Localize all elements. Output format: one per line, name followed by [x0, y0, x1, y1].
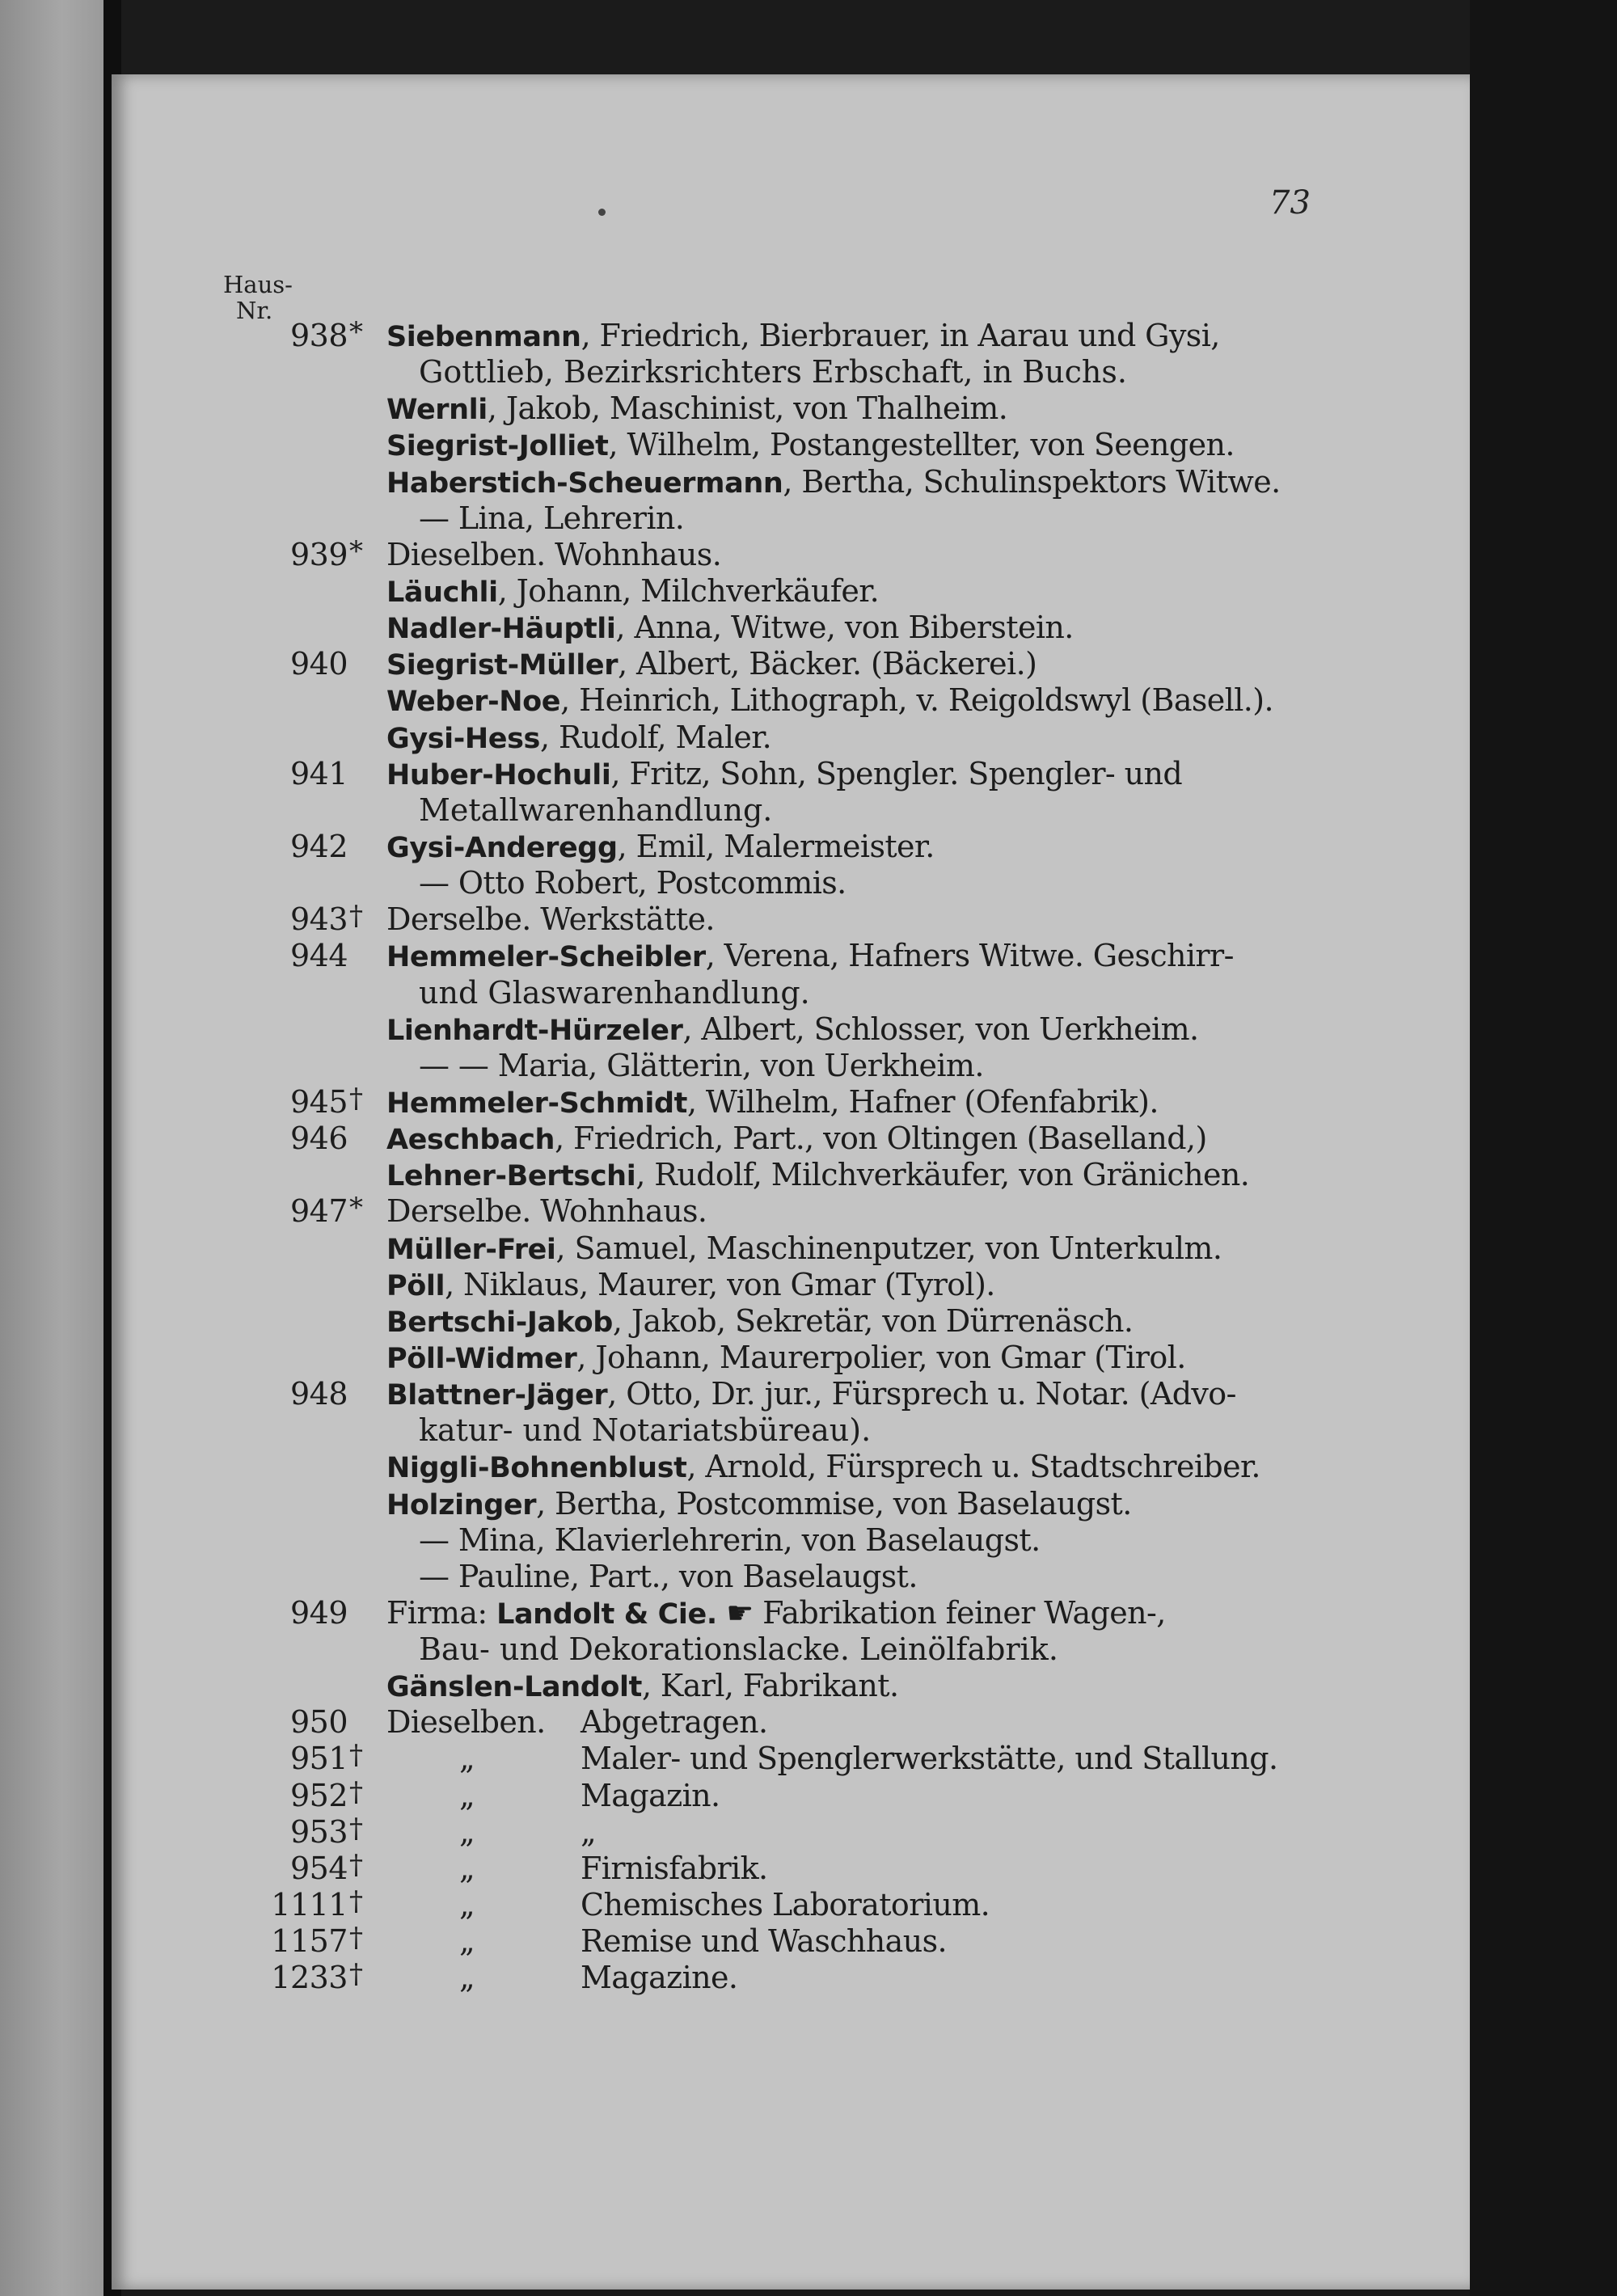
building-description: Firnisfabrik. [581, 1850, 768, 1886]
entry-text [419, 1522, 1041, 1558]
entry-mark: † [349, 1812, 363, 1845]
resident-name: Lienhardt-Hürzeler [386, 1014, 683, 1047]
ditto-mark: „ [459, 1887, 475, 1923]
entry-mark: † [349, 900, 363, 933]
ditto-mark: „ [459, 1741, 475, 1777]
entry-line [0, 1522, 1617, 1559]
entry-line [0, 1121, 1617, 1157]
entry-text [386, 1157, 1249, 1192]
resident-name: Blattner-Jäger [386, 1379, 608, 1412]
entry-text [386, 390, 1007, 426]
entry-continuation: Metallwarenhandlung. [419, 791, 773, 828]
entry-line [0, 1412, 1617, 1449]
entry-line [0, 865, 1617, 901]
entry-description: , Wilhelm, Hafner (Ofenfabrik). [686, 1083, 1159, 1120]
entry-line [0, 500, 1617, 537]
entry-line [0, 354, 1617, 390]
entry-description: , Johann, Milchverkäufer. [497, 572, 880, 609]
entry-mark: * [349, 316, 363, 348]
resident-name: Lehner-Bertschi [386, 1160, 636, 1193]
entry-mark: * [349, 1192, 363, 1225]
entry-text [386, 537, 721, 572]
entry-description: Derselbe. Wohnhaus. [386, 1193, 707, 1230]
entry-description: , Anna, Witwe, von Biberstein. [615, 610, 1074, 646]
entry-line [0, 534, 1617, 573]
entry-text [386, 1486, 1132, 1522]
entry-description: , Wilhelm, Postangestellter, von Seengen. [608, 427, 1235, 463]
resident-name: Landolt & Cie. [496, 1597, 717, 1631]
entry-text [386, 1449, 1260, 1484]
building-description: „ [581, 1813, 597, 1850]
entry-text [419, 1048, 984, 1083]
entry-description: Dieselben. Wohnhaus. [386, 536, 722, 572]
entry-mark: † [349, 1885, 363, 1918]
building-description: Chemisches Laboratorium. [581, 1887, 990, 1923]
house-number: 939 [289, 536, 348, 572]
house-number: 954 [289, 1850, 348, 1886]
resident-name: Müller-Frei [386, 1233, 556, 1266]
page-number: 73 [1269, 184, 1311, 222]
entry-description: , Karl, Fabrikant. [641, 1668, 899, 1704]
entry-line [0, 1048, 1617, 1084]
entry-description: , Jakob, Maschinist, von Thalheim. [487, 390, 1008, 427]
entry-text [386, 1340, 1186, 1375]
entry-text [386, 646, 1036, 682]
entry-text [386, 938, 1234, 973]
entry-continuation: Gottlieb, Bezirksrichters Erbschaft, in Buchs. [419, 354, 1127, 390]
entry-line [0, 1486, 1617, 1522]
entry-description: , Fritz, Sohn, Spengler. Spengler- und [610, 755, 1183, 791]
entry-line [0, 1704, 1617, 1741]
house-number: 946 [289, 1121, 348, 1157]
entry-line [0, 427, 1617, 463]
ditto-mark: „ [459, 1777, 475, 1813]
entry-description: — Mina, Klavierlehrerin, von Baselaugst. [419, 1522, 1041, 1558]
entry-text [386, 756, 1182, 791]
entry-line [0, 1011, 1617, 1048]
entry-line [0, 1814, 1617, 1851]
resident-name: Weber-Noe [386, 686, 561, 719]
resident-name: Wernli [386, 394, 488, 427]
entry-line [0, 1595, 1617, 1631]
entry-line [0, 975, 1617, 1011]
house-number: 950 [289, 1704, 348, 1741]
entry-description: — — Maria, Glätterin, von Uerkheim. [419, 1047, 984, 1083]
entry-text [386, 1193, 707, 1229]
entry-text [386, 1595, 1166, 1631]
entry-text [386, 610, 1074, 645]
entry-description: , Jakob, Sekretär, von Dürrenäsch. [612, 1302, 1134, 1339]
resident-name: Siebenmann [386, 321, 581, 353]
house-number: 944 [289, 938, 348, 974]
entry-description: Derselbe. Werkstätte. [386, 901, 715, 938]
entry-text [419, 500, 684, 536]
entry-line [0, 318, 1617, 354]
entry-line [0, 1775, 1617, 1814]
entry-line [0, 1887, 1617, 1923]
entry-continuation: und Glaswarenhandlung. [419, 974, 810, 1011]
entry-text [386, 1267, 995, 1302]
entry-text [386, 1376, 1236, 1412]
entry-text [386, 464, 1281, 500]
entry-line [0, 1376, 1617, 1412]
entry-mark: † [349, 1848, 363, 1881]
entry-line [0, 1923, 1617, 1960]
entry-line [0, 1848, 1617, 1887]
entry-description: — Pauline, Part., von Baselaugst. [419, 1558, 918, 1594]
entry-description: , Verena, Hafners Witwe. Geschirr- [705, 938, 1234, 974]
entry-description: , Otto, Dr. jur., Fürsprech u. Notar. (Advo- [607, 1376, 1236, 1412]
entry-line [0, 464, 1617, 500]
entry-line [0, 1303, 1617, 1340]
house-number: 942 [289, 828, 348, 864]
entry-text [386, 573, 879, 609]
house-number: 952 [289, 1777, 348, 1813]
entry-line [0, 682, 1617, 719]
resident-name: Holzinger [386, 1488, 537, 1522]
house-number: 947 [289, 1193, 348, 1230]
building-description: Magazin. [581, 1777, 720, 1813]
entry-line [0, 610, 1617, 646]
entry-line [0, 1193, 1617, 1230]
entry-mark: † [349, 1775, 363, 1809]
entry-text [386, 1011, 1199, 1047]
entry-text [386, 720, 771, 755]
entry-line [0, 1631, 1617, 1668]
resident-name: Niggli-Bohnenblust [386, 1452, 687, 1485]
entry-text [386, 1230, 1222, 1266]
house-number: 1233 [271, 1960, 348, 1996]
entry-text [386, 682, 1273, 718]
entry-line [0, 938, 1617, 974]
entry-description: ☛ Fabrikation feiner Wagen-, [716, 1594, 1166, 1631]
entry-line [0, 1559, 1617, 1595]
resident-name: Gysi-Anderegg [386, 831, 618, 864]
ink-speck [598, 209, 606, 216]
resident-name: Gänslen-Landolt [386, 1671, 642, 1704]
house-number: 1111 [271, 1887, 348, 1923]
entry-description: , Albert, Schlosser, von Uerkheim. [682, 1011, 1199, 1047]
house-number: 951 [289, 1741, 348, 1777]
resident-name: Bertschi-Jakob [386, 1306, 613, 1339]
building-description: Maler- und Spenglerwerkstätte, und Stallung. [581, 1741, 1278, 1777]
entry-line [0, 1741, 1617, 1777]
entry-text [386, 1121, 1207, 1156]
resident-name: Haberstich-Scheuermann [386, 466, 783, 500]
resident-name: Pöll-Widmer [386, 1342, 577, 1375]
entry-line [0, 756, 1617, 792]
entry-mark: † [349, 1922, 363, 1955]
entry-description: , Bertha, Schulinspektors Witwe. [783, 463, 1281, 500]
house-number: 953 [289, 1813, 348, 1850]
resident-name: Läuchli [386, 576, 498, 609]
house-number: 941 [289, 755, 348, 791]
resident-name: Pöll [386, 1269, 445, 1302]
entry-description: , Niklaus, Maurer, von Gmar (Tyrol). [445, 1266, 995, 1302]
entry-description: , Albert, Bäcker. (Bäckerei.) [618, 646, 1037, 682]
directory-entries [0, 318, 1617, 1996]
entry-text [419, 1559, 918, 1594]
entry-line [0, 1668, 1617, 1704]
entry-description: , Johann, Maurerpolier, von Gmar (Tirol. [576, 1339, 1186, 1375]
entry-mark: * [349, 534, 363, 568]
house-number: 948 [289, 1376, 348, 1412]
building-description: Abgetragen. [581, 1704, 768, 1741]
entry-text [419, 865, 846, 901]
entry-line [0, 1267, 1617, 1303]
entry-text [386, 1303, 1133, 1339]
entry-mark: † [349, 1958, 363, 1991]
resident-name: Siegrist-Müller [386, 649, 619, 682]
column-heading-line-2: Nr. [236, 297, 273, 324]
entry-line [0, 1960, 1617, 1996]
entry-description: — Lina, Lehrerin. [419, 500, 685, 536]
entry-mark: † [349, 1739, 363, 1772]
entry-line [0, 1084, 1617, 1121]
resident-name: Nadler-Häuptli [386, 613, 616, 646]
entry-continuation: katur- und Notariatsbüreau). [419, 1412, 872, 1449]
entry-line [0, 390, 1617, 427]
entry-description: , Friedrich, Part., von Oltingen (Baselland,) [555, 1121, 1207, 1157]
entry-prefix: Firma: [386, 1594, 497, 1631]
entry-line [0, 1230, 1617, 1267]
ditto-mark: „ [459, 1813, 475, 1850]
entry-description: , Heinrich, Lithograph, v. Reigoldswyl (Basell.). [560, 682, 1273, 719]
column-heading-line-1: Haus- [223, 271, 293, 298]
entry-line [0, 792, 1617, 829]
entry-line [0, 1340, 1617, 1376]
house-number: 1157 [271, 1923, 348, 1960]
entry-description: , Samuel, Maschinenputzer, von Unterkulm. [555, 1230, 1222, 1266]
resident-name: Aeschbach [386, 1124, 555, 1157]
entry-description: , Rudolf, Milchverkäufer, von Gränichen. [635, 1157, 1250, 1193]
house-number: 949 [289, 1594, 348, 1631]
entry-description: , Friedrich, Bierbrauer, in Aarau und Gysi, [581, 318, 1220, 353]
house-number: 945 [289, 1083, 348, 1120]
entry-text [386, 1084, 1159, 1120]
entry-line [0, 1449, 1617, 1485]
entry-text [386, 901, 715, 937]
resident-name: Siegrist-Jolliet [386, 430, 609, 463]
entry-description: — Otto Robert, Postcommis. [419, 865, 846, 901]
house-number: 943 [289, 901, 348, 938]
entry-text [386, 1668, 898, 1703]
entry-text [386, 829, 935, 864]
building-description: Remise und Waschhaus. [581, 1923, 947, 1960]
resident-name: Huber-Hochuli [386, 758, 611, 791]
ditto-mark: „ [459, 1923, 475, 1960]
entry-line [0, 720, 1617, 756]
entry-mark: † [349, 1082, 363, 1115]
entry-line [0, 829, 1617, 865]
entry-line [0, 646, 1617, 682]
ditto-mark: „ [459, 1850, 475, 1886]
resident-name: Hemmeler-Scheibler [386, 941, 706, 974]
house-number: 938 [289, 318, 348, 353]
entry-description: , Arnold, Fürsprech u. Stadtschreiber. [686, 1449, 1260, 1485]
entry-continuation: Bau- und Dekorationslacke. Leinölfabrik. [419, 1631, 1058, 1668]
entry-text [386, 427, 1235, 462]
entry-line [0, 1157, 1617, 1193]
ditto-mark: „ [459, 1960, 475, 1996]
entry-line [0, 901, 1617, 938]
entry-text [386, 318, 1220, 353]
entry-description: Dieselben. [386, 1704, 546, 1741]
resident-name: Gysi-Hess [386, 722, 540, 755]
building-description: Magazine. [581, 1960, 738, 1996]
resident-name: Hemmeler-Schmidt [386, 1087, 687, 1120]
entry-line [0, 573, 1617, 610]
entry-description: , Emil, Malermeister. [617, 828, 935, 864]
entry-description: , Rudolf, Maler. [540, 719, 772, 755]
entry-description: , Bertha, Postcommise, von Baselaugst. [536, 1485, 1132, 1522]
house-number: 940 [289, 646, 348, 682]
